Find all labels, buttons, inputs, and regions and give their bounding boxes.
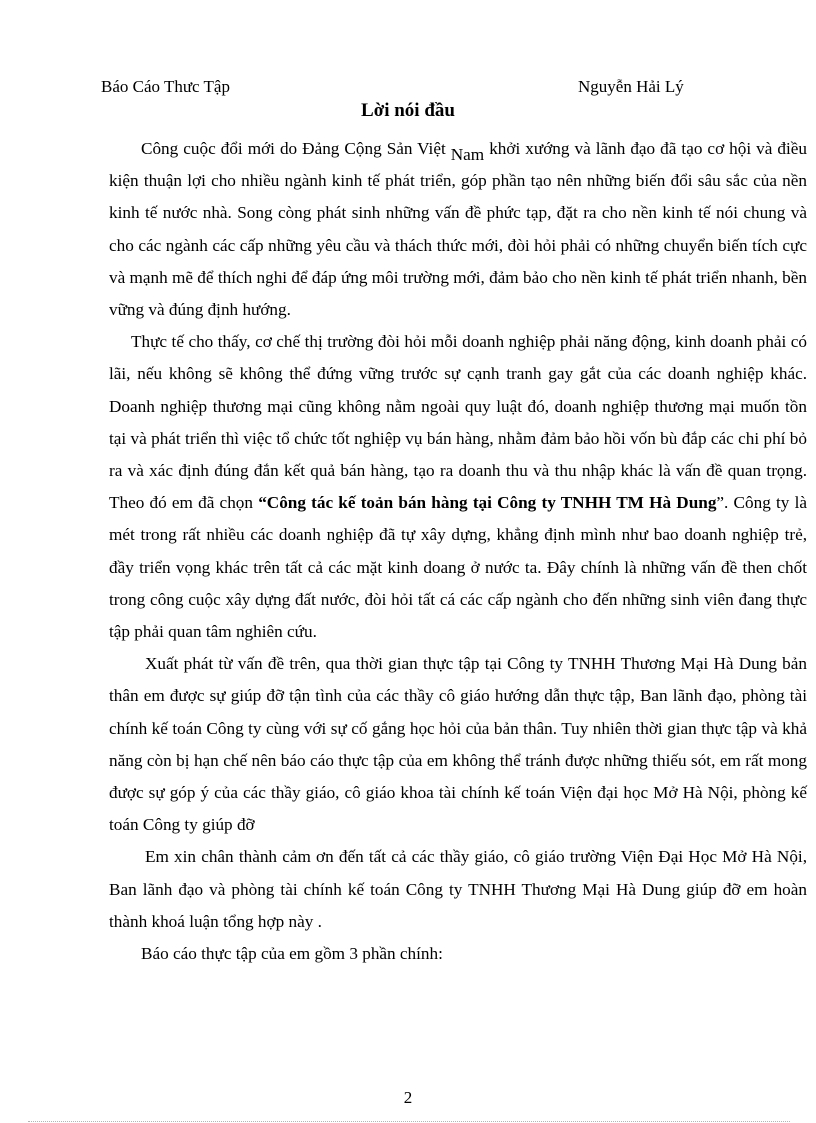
header-report-title: Báo Cáo Thưc Tập bbox=[101, 77, 230, 96]
paragraph-1 bbox=[109, 133, 807, 326]
paragraph-4: Em xin chân thành cảm ơn đến tất cả các thầy giáo, cô giáo trường Viện Đại Học Mở Hà Nội, Ban lãnh đạo và phòng tài chính kế toán Công ty TNHH Thương Mại Hà Dung giúp đỡ em hoàn thành khoá luận tổng hợp này . bbox=[109, 847, 807, 931]
paragraph-2-text-a: Thực tế cho thấy, cơ chế thị trường đòi hỏi mỗi doanh nghiệp phải năng động, kinh doanh phải có lãi, nếu không sẽ không thể đứng vững trước sự cạnh tranh gay gắt của các doanh nghiệp khác. Doanh nghiệp thương mại cũng không nằm ngoài quy luật đó, doanh nghiệp thương mại muốn tồn tại và phát triển thì việc tổ chức tốt nghiệp vụ bán hàng, nhằm đảm bảo hồi vốn bù đắp các chi phí bỏ ra và xác định đúng đắn kết quả bán hàng, tạo ra doanh thu và thu nhập khác là vấn đề quan trọng. Theo đó em đã chọn bbox=[109, 332, 807, 513]
paragraph-2 bbox=[109, 326, 807, 648]
page-title: Lời nói đầu bbox=[361, 100, 455, 121]
paragraph-2-text-b: ”. Công ty là mét trong rất nhiều các doanh nghiệp đã tự xây dựng, khẳng định mình như bao doanh nghiệp trẻ, đầy triển vọng khác trên tất cả các mặt kinh doang ở nước ta. Đây chính là những vấn đề then chốt trong công cuộc xây dựng đất nước, đòi hỏi tất cá các cấp ngành cho đến những sinh viên đang thực tập phải quan tâm nghiên cứu. bbox=[109, 493, 807, 642]
header-author-name: Nguyễn Hải Lý bbox=[578, 77, 684, 96]
document-body bbox=[109, 133, 807, 970]
paragraph-1-text-a: Công cuộc đổi mới do Đảng Cộng Sản Việt bbox=[141, 139, 451, 158]
footer-divider bbox=[28, 1121, 790, 1122]
paragraph-1-lowered-word: Nam bbox=[450, 145, 485, 164]
paragraph-2-topic-bold: “Công tác kế toản bán hàng tại Công ty TNHH TM Hà Dung bbox=[258, 493, 717, 513]
paragraph-1-text-b: khởi xướng và lãnh đạo đã tạo cơ hội và điều kiện thuận lợi cho nhiều ngành kinh tế phát triển, góp phần tạo nên những biến đổi sâu sắc của nền kinh tế nước nhà. Song còng phát sinh những vấn đề phức tạp, đặt ra cho nền kinh tế nói chung và cho các ngành các cấp những yêu cầu và thách thức mới, đòi hỏi phải có những chuyển biến tích cực và mạnh mẽ để thích nghi để đáp ứng môi trường mới, đảm bảo cho nền kinh tế phát triển nhanh, bền vững và đúng định hướng. bbox=[109, 139, 807, 320]
page-number: 2 bbox=[403, 1088, 413, 1107]
paragraph-5: Báo cáo thực tập của em gồm 3 phần chính: bbox=[141, 944, 443, 964]
paragraph-3: Xuất phát từ vấn đề trên, qua thời gian thực tập tại Công ty TNHH Thương Mại Hà Dung bản thân em được sự giúp đỡ tận tình của các thầy cô giáo hướng dẫn thực tập, Ban lãnh đạo, phòng tài chính kế toán Công ty cùng với sự cố gắng học hỏi của bản thân. Tuy nhiên thời gian thực tập và khả năng còn bị hạn chế nên báo cáo thực tập của em không thể tránh được những thiếu sót, em rất mong được sự góp ý của các thầy giáo, cô giáo khoa tài chính kế toán Viện đại học Mở Hà Nội, phòng kế toán Công ty giúp đỡ bbox=[109, 654, 807, 835]
